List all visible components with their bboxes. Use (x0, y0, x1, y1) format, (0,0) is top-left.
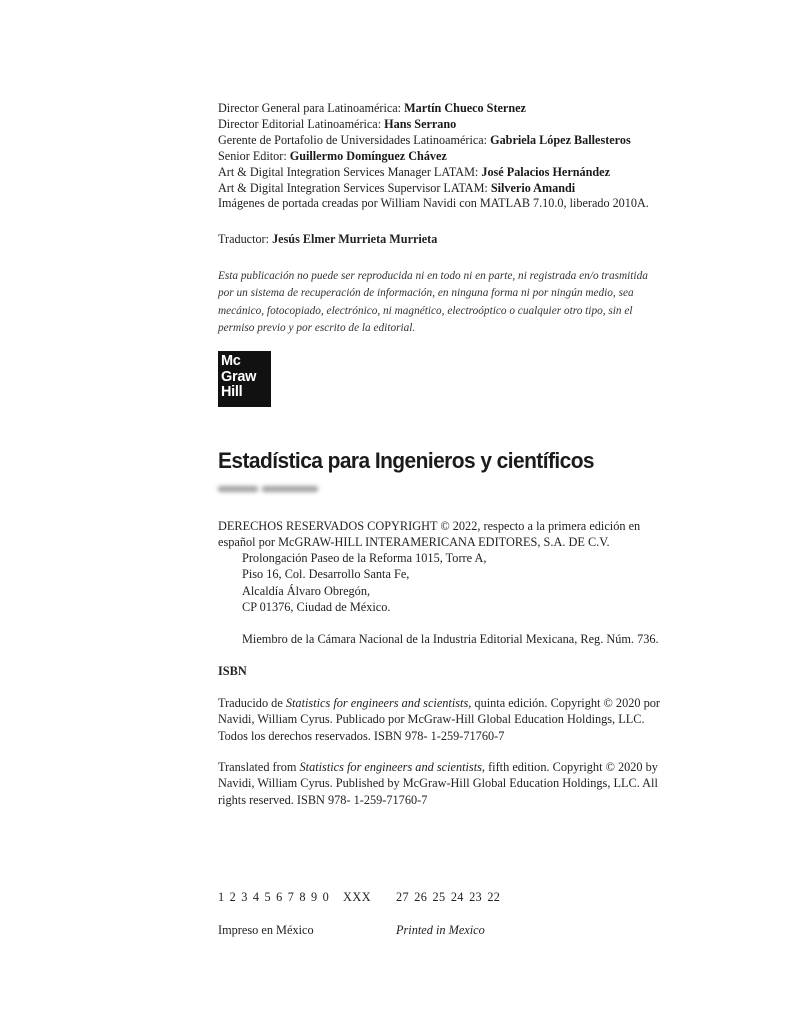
original-title: Statistics for engineers and scientists (299, 760, 482, 774)
credit-name: José Palacios Hernández (481, 164, 610, 179)
print-years: 27 26 25 24 23 22 (396, 890, 501, 904)
mcgraw-hill-logo: Mc Graw Hill (218, 351, 271, 407)
credit-line: Art & Digital Integration Services Supervisor LATAM: Silverio Amandi (218, 180, 576, 195)
translator-name: Jesús Elmer Murrieta Murrieta (272, 232, 438, 246)
print-numbers: 1 2 3 4 5 6 7 8 9 0 (218, 890, 330, 904)
credit-line: Director Editorial Latinoamérica: Hans Serrano (218, 116, 457, 131)
credit-line: Art & Digital Integration Services Manager LATAM: José Palacios Hernández (218, 164, 610, 179)
credit-name: Martín Chueco Sternez (404, 101, 526, 115)
translation-note-en: Translated from Statistics for engineers and scientists, fifth edition. Copyright © 2020 by Navidi, William Cyrus. Published by McGraw-Hill Global Education Holdings, LLC. All rights reserved. ISBN 978- 1-259-71760-7 (218, 760, 658, 807)
credit-line: Gerente de Portafolio de Universidades Latinoamérica: Gabriela López Ballesteros (218, 132, 631, 147)
translator-line: Traductor: Jesús Elmer Murrieta Murrieta (218, 232, 438, 246)
printed-in-en: Printed in Mexico (396, 923, 485, 937)
isbn-label: ISBN (218, 664, 247, 678)
credits-block (218, 101, 778, 212)
credit-name: Gabriela López Ballesteros (490, 132, 631, 147)
original-title: Statistics for engineers and scientists (285, 696, 469, 710)
print-code: XXX (343, 890, 372, 904)
rights-statement: DERECHOS RESERVADOS COPYRIGHT © 2022, respecto a la primera edición en español por McGRAW-HILL INTERAMERICANA EDITORES, S.A. DE C.V. (218, 519, 641, 549)
credit-name: Guillermo Domínguez Chávez (289, 148, 447, 163)
credit-line: Director General para Latinoamérica: Martín Chueco Sternez (218, 101, 526, 115)
legal-notice: Esta publicación no puede ser reproducida ni en todo ni en parte, ni registrada en/o trasmitida por un sistema de recuperación de información, en ninguna forma ni por ningún medio, sea mecánico, fotocopiado, electrónico, ni magnético, electroóptico o cualquier otro tipo, sin el permiso previo y por escrito de la editorial. (218, 270, 648, 334)
blurred-edition-text (218, 482, 318, 495)
translation-note-es: Traducido de Statistics for engineers and scientists, quinta edición. Copyright © 2020 por Navidi, William Cyrus. Publicado por McGraw-Hill Global Education Holdings, LLC. Todos los derechos reservados. ISBN 978- 1-259-71760-7 (218, 696, 660, 743)
credit-line: Senior Editor: Guillermo Domínguez Chávez (218, 148, 447, 163)
credit-name: Hans Serrano (384, 116, 457, 131)
cover-image-credit: Imágenes de portada creadas por William Navidi con MATLAB 7.10.0, liberado 2010A. (218, 196, 649, 211)
book-title: Estadística para Ingenieros y científicos (218, 448, 595, 473)
publisher-address: Prolongación Paseo de la Reforma 1015, Torre A, Piso 16, Col. Desarrollo Santa Fe, Alcaldía Álvaro Obregón, CP 01376, Ciudad de México. (242, 551, 487, 614)
credit-name: Silverio Amandi (490, 180, 576, 195)
chamber-membership: Miembro de la Cámara Nacional de la Industria Editorial Mexicana, Reg. Núm. 736. (242, 632, 659, 646)
printed-in-es: Impreso en México (218, 923, 314, 937)
